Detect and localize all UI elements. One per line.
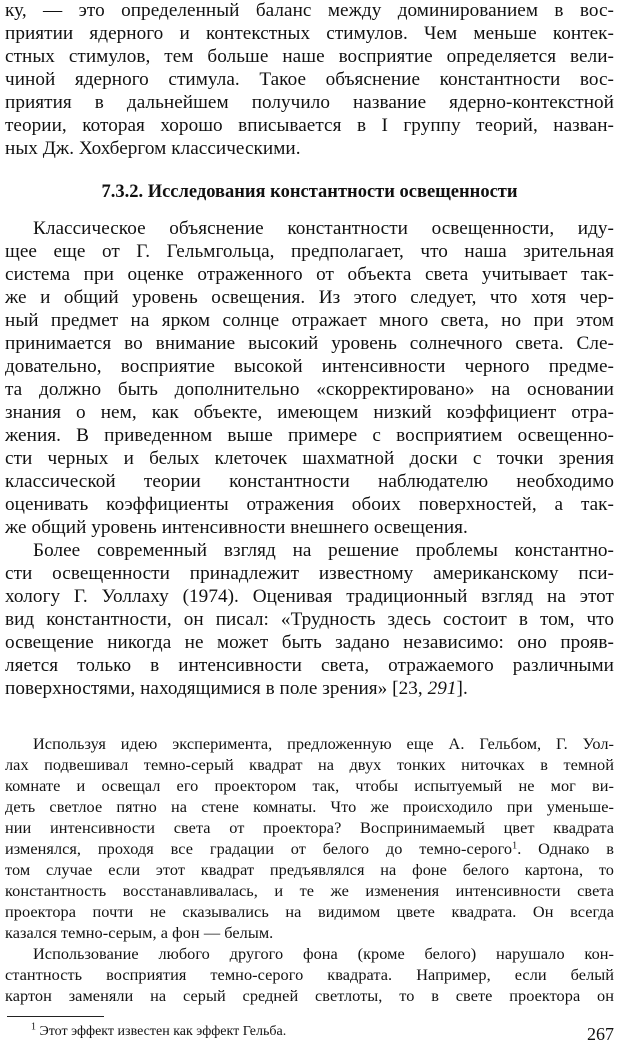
footnote-text: Этот эффект известен как эффект Гельба. [36,1024,287,1039]
line-text: . Однако в [517,839,615,858]
text-line: теории, которая хорошо вписывается в I группу теорий, назван- [5,115,614,136]
text-line: знания о нем, как объекте, имеющем низкий коэффициент отра- [5,402,614,423]
text-line: константность восстанавливалась, и те же изменения интенсивности света [5,881,614,900]
text-line: чиной ядерного стимула. Такое объяснение константности вос- [5,69,614,90]
text-line: щее еще от Г. Гельмгольца, предполагает, что наша зрительная [5,241,614,262]
text-line: ляется только в интенсивности света, отражаемого различными [5,655,614,676]
book-page [5,0,614,1048]
text-line: же общий уровень интенсивности внешнего освещения. [5,517,468,538]
text-line: жения. В приведенном выше примере с восприятием освещенно- [5,425,614,446]
text-line: довательно, восприятие высокой интенсивности черного предме- [5,356,614,377]
text-line: хологу Г. Уоллаху (1974). Оценивая традиционный взгляд на этот [5,586,614,607]
text-line: лах подвешивал темно-серый квадрат на двух тонких ниточках в темной [5,755,614,774]
text-line: сти освещенности принадлежит известному американскому пси- [5,563,614,584]
text-line: Более современный взгляд на решение проблемы константно- [33,540,614,561]
text-line: ный предмет на ярком солнце отражает много света, но при этом [5,310,614,331]
text-line [5,839,614,859]
text-line: система при оценке отраженного от объекта света учитывает так- [5,264,614,285]
footnote-divider [7,1016,104,1017]
text-line: Использование любого другого фона (кроме белого) нарушало кон- [33,944,614,963]
text-line: вид константности, он писал: «Трудность здесь состоит в том, что [5,609,614,630]
text-line: стантность восприятия темно-серого квадрата. Например, если белый [5,965,614,984]
text-line: комнате и освещал его проектором так, чтобы испытуемый не мог ви- [5,776,614,795]
text-line: ку, — это определенный баланс между доминированием в вос- [5,0,614,21]
text-line: же и общий уровень освещения. Из этого следует, что хотя чер- [5,287,614,308]
text-line: деть светлое пятно на стене комнаты. Что же происходило при уменьше- [5,797,614,816]
section-heading: 7.3.2. Исследования константности освещенности [101,182,518,202]
citation-end: ]. [456,678,468,699]
page-number: 267 [587,1024,614,1044]
citation-page: 291 [427,678,457,699]
text-line: та должно быть дополнительно «скорректировано» на основании [5,379,614,400]
text-line: нии интенсивности света от проектора? Воспринимаемый цвет квадрата [5,818,614,837]
text-line: классической теории константности наблюдателю необходимо [5,471,614,492]
footnote-reference[interactable]: 1 [512,840,518,852]
text-line: том случае если этот квадрат предъявлялся на фоне белого картона, то [5,860,614,879]
text-line: проектора почти не сказывались на видимом цвете квадрата. Он всегда [5,902,614,921]
footnote-mark: 1 [31,1021,36,1033]
text-line: стных стимулов, тем больше наше восприятие определяется вели- [5,46,614,67]
text-line: сти черных и белых клеточек шахматной доски с точки зрения [5,448,614,469]
text-line: принимается во внимание высокий уровень солнечного света. Сле- [5,333,614,354]
text-line: приятия в дальнейшем получило название ядерно-контекстной [5,92,614,113]
text-line: приятии ядерного и контекстных стимулов. Чем меньше контек- [5,23,614,44]
text-line: оценивать коэффициенты отражения обоих поверхностей, а так- [5,494,614,515]
text-line: Используя идею эксперимента, предложенную еще А. Гельбом, Г. Уол- [33,734,614,753]
quote-end-text: поверхностями, находящимися в поле зрения» [23, [5,678,428,699]
text-line: ных Дж. Хохбергом классическими. [5,138,301,159]
text-line: картон заменяли на серый средней светлоты, то в свете проектора он [5,986,614,1005]
text-line: освещение никогда не может быть задано независимо: оно прояв- [5,632,614,653]
text-line [5,678,614,700]
text-line: Классическое объяснение константности освещенности, иду- [33,218,614,239]
line-text: изменялся, проходя все градации от белого до темно-серого [5,839,513,858]
text-line: казался темно-серым, а фон — белым. [5,923,274,942]
footnote [31,1021,287,1040]
